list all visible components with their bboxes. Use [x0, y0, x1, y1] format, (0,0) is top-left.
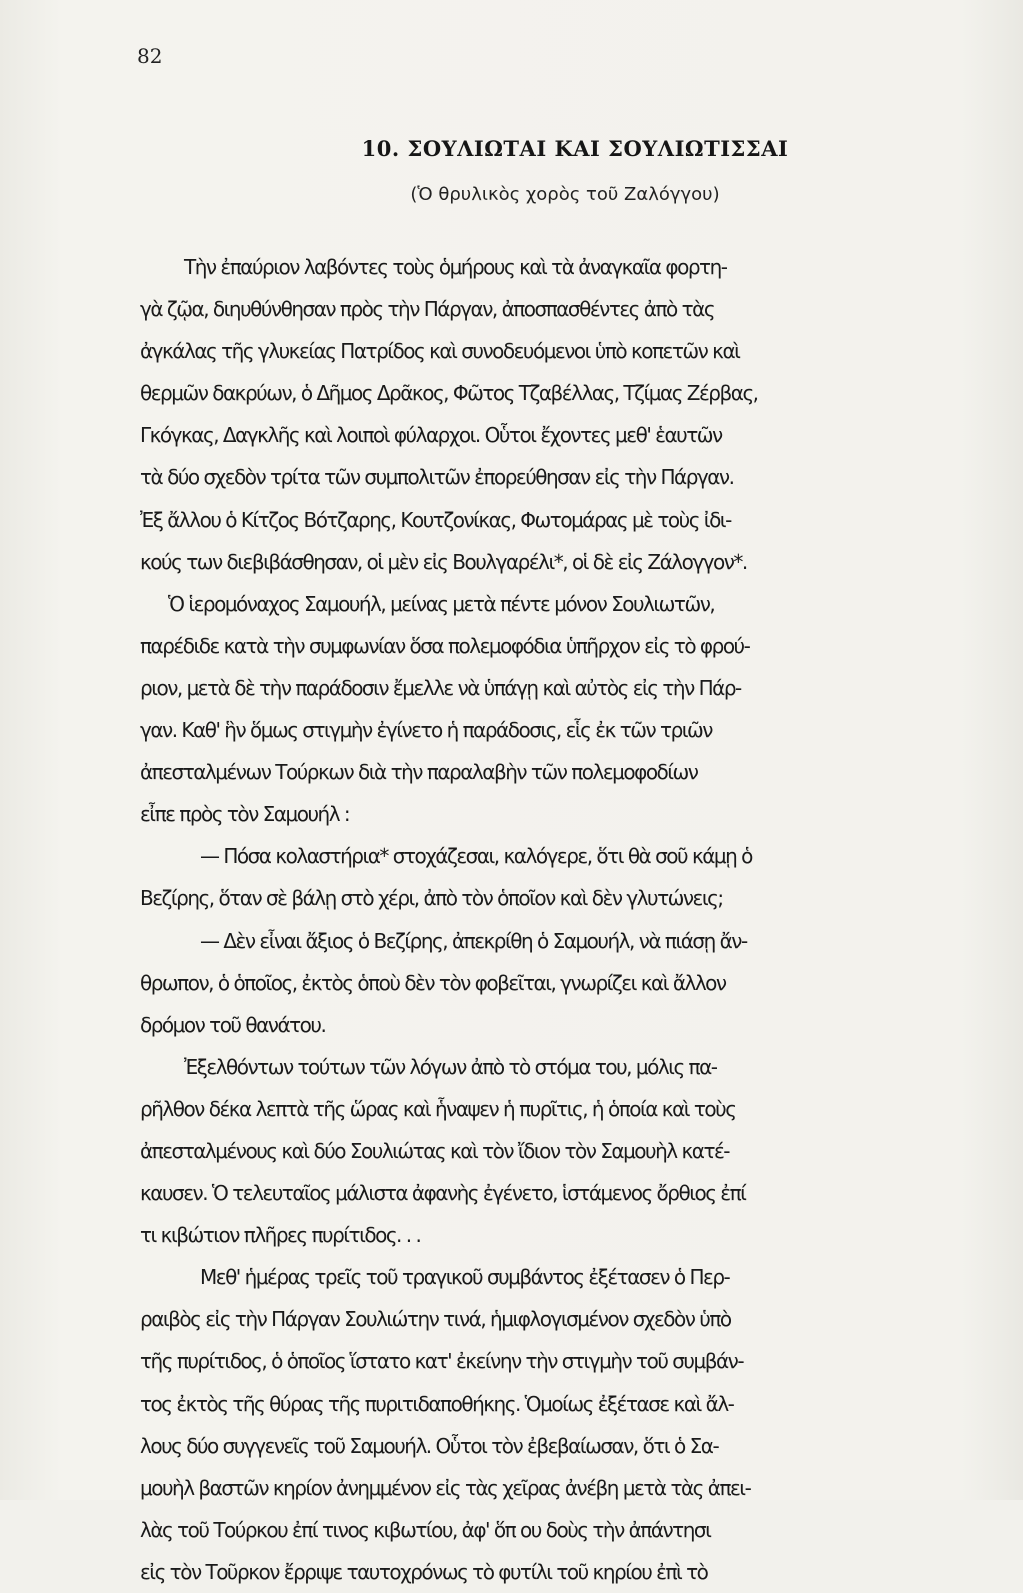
text-line: γὰ ζῷα, διηυθύνθησαν πρὸς τὴν Πάργαν, ἀποσπασθέντες ἀπὸ τὰς — [140, 297, 715, 322]
page-number: 82 — [137, 44, 163, 68]
text-line: ἀπεσταλμένους καὶ δύο Σουλιώτας καὶ τὸν ἴδιον τὸν Σαμουὴλ κατέ- — [140, 1138, 730, 1163]
text-line: θρωπον, ὁ ὁποῖος, ἐκτὸς ὁποὺ δὲν τὸν φοβεῖται, γνωρίζει καὶ ἄλλον — [140, 970, 726, 995]
text-line: — Δὲν εἶναι ἄξιος ὁ Βεζίρης, ἀπεκρίθη ὁ Σαμουήλ, νὰ πιάσῃ ἄν- — [200, 928, 747, 953]
text-line: τος ἐκτὸς τῆς θύρας τῆς πυριτιδαποθήκης. Ὁμοίως ἐξέτασε καὶ ἄλ- — [140, 1391, 734, 1416]
text-line: καυσεν. Ὁ τελευταῖος μάλιστα ἀφανὴς ἐγένετο, ἱστάμενος ὄρθιος ἐπί — [140, 1181, 746, 1206]
text-line: Ἐξελθόντων τούτων τῶν λόγων ἀπὸ τὸ στόμα του, μόλις πα- — [184, 1054, 717, 1079]
text-line: ραιβὸς εἰς τὴν Πάργαν Σουλιώτην τινά, ἡμιφλογισμένον σχεδὸν ὑπὸ — [140, 1307, 731, 1332]
text-line: κούς των διεβιβάσθησαν, οἱ μὲν εἰς Βουλγαρέλι*, οἱ δὲ εἰς Ζάλογγον*. — [140, 549, 747, 574]
text-line: θερμῶν δακρύων, ὁ Δῆμος Δρᾶκος, Φῶτος Τζαβέλλας, Τζίμας Ζέρβας, — [140, 381, 758, 406]
chapter-title: 10. ΣΟΥΛΙΩΤΑΙ ΚΑΙ ΣΟΥΛΙΩΤΙΣΣΑΙ — [361, 136, 789, 161]
text-line: Μεθ' ἡμέρας τρεῖς τοῦ τραγικοῦ συμβάντος ἐξέτασεν ὁ Περ- — [200, 1265, 730, 1290]
text-line: Ἐξ ἄλλου ὁ Κίτζος Βότζαρης, Κουτζονίκας, Φωτομάρας μὲ τοὺς ἰδι- — [140, 507, 731, 532]
text-line: τῆς πυρίτιδος, ὁ ὁποῖος ἵστατο κατ' ἐκείνην τὴν στιγμὴν τοῦ συμβάν- — [140, 1349, 744, 1374]
text-line: τι κιβώτιον πλῆρες πυρίτιδος. . . — [140, 1223, 421, 1248]
text-line: ἀγκάλας τῆς γλυκείας Πατρίδος καὶ συνοδευόμενοι ὑπὸ κοπετῶν καὶ — [140, 339, 740, 364]
text-line: Τὴν ἐπαύριον λαβόντες τοὺς ὁμήρους καὶ τὰ ἀναγκαῖα φορτη- — [184, 255, 727, 279]
text-line: ρῆλθον δέκα λεπτὰ τῆς ὥρας καὶ ἧναψεν ἡ πυρῖτις, ἡ ὁποία καὶ τοὺς — [140, 1096, 736, 1121]
text-line: Βεζίρης, ὅταν σὲ βάλῃ στὸ χέρι, ἀπὸ τὸν ὁποῖον καὶ δὲν γλυτώνεις; — [140, 886, 723, 911]
text-line: λους δύο συγγενεῖς τοῦ Σαμουήλ. Οὗτοι τὸν ἐβεβαίωσαν, ὅτι ὁ Σα- — [140, 1433, 719, 1458]
text-line: μουὴλ βαστῶν κηρίον ἀνημμένον εἰς τὰς χεῖρας ἀνέβη μετὰ τὰς ἀπει- — [140, 1475, 751, 1500]
text-line: δρόμον τοῦ θανάτου. — [140, 1012, 326, 1037]
text-line: εἶπε πρὸς τὸν Σαμουήλ : — [140, 802, 350, 827]
text-line: λὰς τοῦ Τούρκου ἐπί τινος κιβωτίου, ἀφ' ὅπ ου δοὺς τὴν ἀπάντησι — [140, 1517, 711, 1542]
text-line: παρέδιδε κατὰ τὴν συμφωνίαν ὅσα πολεμοφόδια ὑπῆρχον εἰς τὸ φρού- — [140, 633, 750, 658]
body-text — [140, 246, 1020, 1593]
chapter-subtitle: (Ὁ θρυλικὸς χορὸς τοῦ Ζαλόγγου) — [410, 184, 720, 205]
text-line: ριον, μετὰ δὲ τὴν παράδοσιν ἔμελλε νὰ ὑπάγῃ καὶ αὐτὸς εἰς τὴν Πάρ- — [140, 675, 741, 700]
text-line: ἀπεσταλμένων Τούρκων διὰ τὴν παραλαβὴν τῶν πολεμοφοδίων — [140, 760, 698, 785]
text-line: — Πόσα κολαστήρια* στοχάζεσαι, καλόγερε, ὅτι θὰ σοῦ κάμῃ ὁ — [200, 844, 752, 869]
text-line: εἰς τὸν Τοῦρκον ἔρριψε ταυτοχρόνως τὸ φυτίλι τοῦ κηρίου ἐπὶ τὸ — [140, 1559, 708, 1584]
text-line: τὰ δύο σχεδὸν τρίτα τῶν συμπολιτῶν ἐπορεύθησαν εἰς τὴν Πάργαν. — [140, 465, 734, 490]
text-line: Γκόγκας, Δαγκλῆς καὶ λοιποὶ φύλαρχοι. Οὗτοι ἔχοντες μεθ' ἑαυτῶν — [140, 423, 722, 448]
text-line: Ὁ ἱερομόναχος Σαμουήλ, μείνας μετὰ πέντε μόνον Σουλιωτῶν, — [168, 591, 715, 616]
text-line: γαν. Καθ' ἣν ὅμως στιγμὴν ἐγίνετο ἡ παράδοσις, εἷς ἐκ τῶν τριῶν — [140, 718, 712, 743]
